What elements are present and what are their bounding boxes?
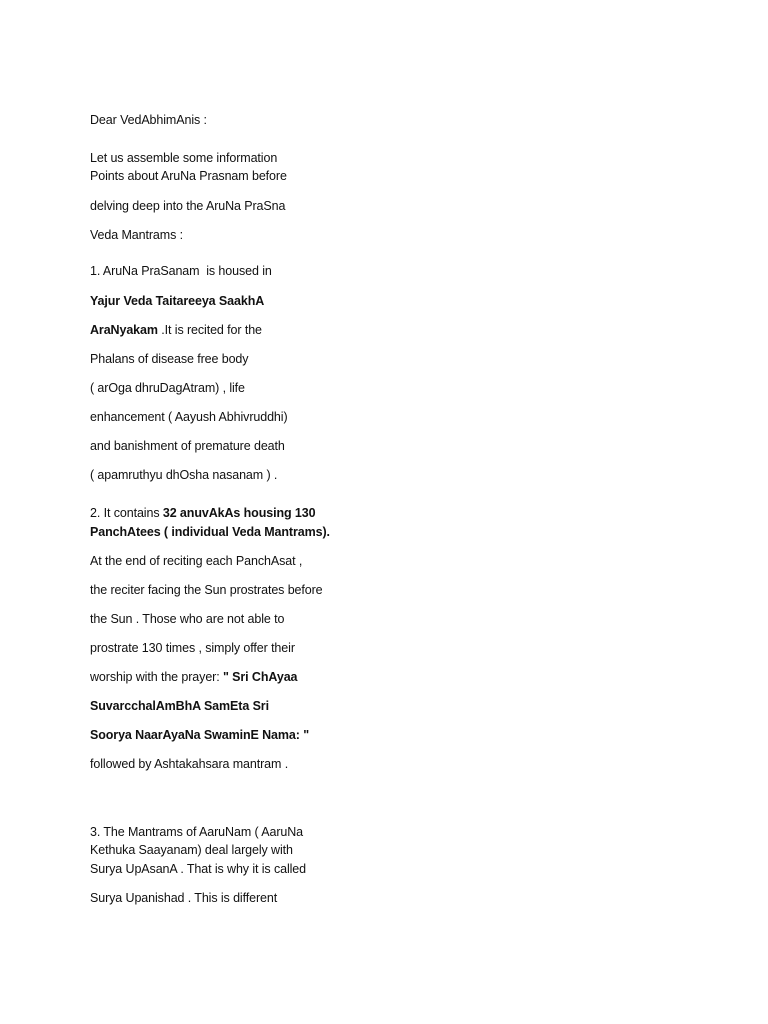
point1-line-8: ( apamruthyu dhOsha nasanam ) . bbox=[90, 468, 278, 482]
point2-line-3: At the end of reciting each PanchAsat , bbox=[90, 554, 303, 568]
point3-line-4: Surya Upanishad . This is different bbox=[90, 891, 278, 905]
point2-line-7 bbox=[90, 669, 297, 685]
point2-line-7-bold: " Sri ChAyaa bbox=[222, 670, 298, 684]
point1-line-5: ( arOga dhruDagAtram) , life bbox=[90, 381, 245, 395]
point2-line-4: the reciter facing the Sun prostrates before bbox=[90, 583, 323, 597]
point1-line-6: enhancement ( Aayush Abhivruddhi) bbox=[90, 410, 288, 424]
point2-line-7-normal: worship with the prayer: bbox=[90, 670, 223, 684]
point1-line-4: Phalans of disease free body bbox=[90, 352, 249, 366]
point1-line-2: Yajur Veda Taitareeya SaakhA bbox=[90, 294, 265, 308]
point3-line-3: Surya UpAsanA . That is why it is called bbox=[90, 862, 307, 876]
intro-line-4: Veda Mantrams : bbox=[90, 228, 183, 242]
point1-line-3-rest: .It is recited for the bbox=[157, 323, 262, 337]
point2-line-8: SuvarcchalAmBhA SamEta Sri bbox=[90, 699, 269, 713]
point1-line-7: and banishment of premature death bbox=[90, 439, 285, 453]
point2-line-1-bold: 32 anuvAkAs housing 130 bbox=[162, 506, 316, 520]
point1-line-1: 1. AruNa PraSanam is housed in bbox=[90, 264, 272, 278]
point1-line-3 bbox=[90, 322, 262, 338]
point2-line-1-normal: 2. It contains bbox=[90, 506, 163, 520]
point2-line-6: prostrate 130 times , simply offer their bbox=[90, 641, 295, 655]
point1-line-3-bold: AraNyakam bbox=[90, 323, 158, 337]
point2-line-10: followed by Ashtakahsara mantram . bbox=[90, 757, 289, 771]
greeting: Dear VedAbhimAnis : bbox=[90, 113, 207, 127]
point3-line-2: Kethuka Saayanam) deal largely with bbox=[90, 843, 293, 857]
intro-line-2: Points about AruNa Prasnam before bbox=[90, 169, 287, 183]
intro-line-3: delving deep into the AruNa PraSna bbox=[90, 199, 286, 213]
point2-line-1 bbox=[90, 505, 315, 521]
point3-line-1: 3. The Mantrams of AaruNam ( AaruNa bbox=[90, 825, 304, 839]
intro-line-1: Let us assemble some information bbox=[90, 151, 278, 165]
point2-line-2: PanchAtees ( individual Veda Mantrams). bbox=[90, 525, 330, 539]
point2-line-9: Soorya NaarAyaNa SwaminE Nama: " bbox=[90, 728, 310, 742]
point2-line-5: the Sun . Those who are not able to bbox=[90, 612, 285, 626]
